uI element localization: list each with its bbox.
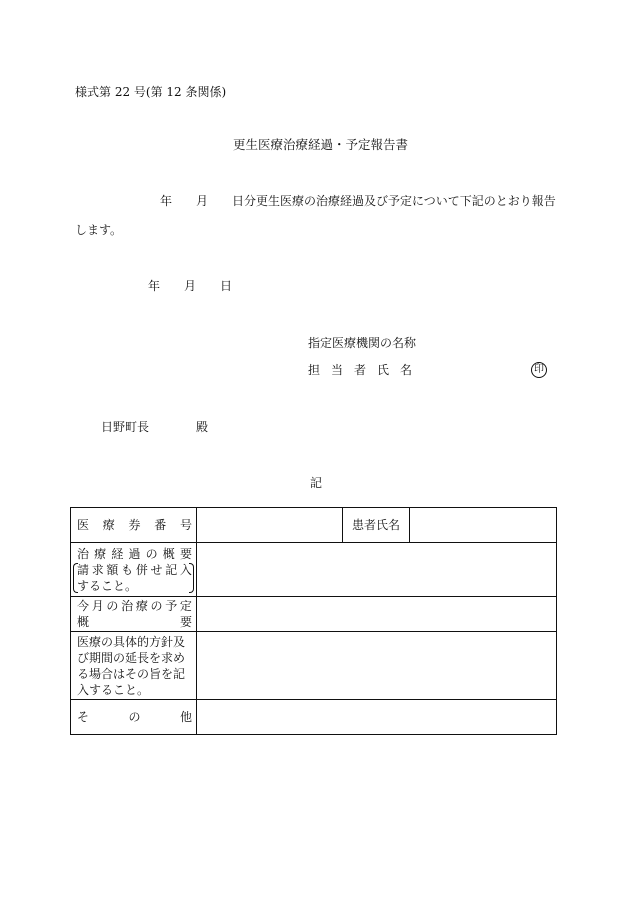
- addressee-name: 日野町長: [101, 420, 150, 434]
- certificate-label-cell: [71, 508, 197, 543]
- label-char: 番: [154, 518, 167, 532]
- ki-heading: 記: [310, 476, 323, 490]
- label-char: の: [145, 546, 158, 561]
- label-char: 定: [179, 599, 192, 613]
- label-char: 請: [77, 562, 90, 577]
- label-char: 要: [179, 615, 192, 629]
- label-char: 概: [77, 615, 90, 629]
- label-char: 概: [162, 546, 175, 561]
- progress-label-line3: すること。: [77, 578, 138, 593]
- progress-field[interactable]: [197, 543, 557, 597]
- intro-text-line1: 日分更生医療の治療経過及び予定について下記のとおり報告: [232, 194, 556, 208]
- method-label-line: 医療の具体的方針及: [77, 634, 186, 649]
- plan-label-line2: [77, 614, 192, 630]
- plan-field[interactable]: [197, 597, 557, 632]
- report-table: [70, 507, 557, 735]
- addressee-honorific: 殿: [196, 420, 209, 434]
- label-char: 療: [135, 599, 148, 613]
- label-char: 療: [102, 518, 115, 532]
- document-title: 更生医療治療経過・予定報告書: [233, 137, 409, 152]
- method-label-cell: [71, 632, 197, 700]
- certificate-label: [77, 517, 192, 533]
- institution-label: 指定医療機関の名称: [308, 336, 417, 350]
- method-label-line: 入すること。: [77, 682, 150, 697]
- table-row: [71, 632, 557, 700]
- label-char: 入: [179, 562, 192, 577]
- intro-month: 月: [196, 194, 209, 208]
- person-label-char: 担: [308, 363, 321, 377]
- progress-label-note: [77, 562, 192, 594]
- method-field[interactable]: [197, 632, 557, 700]
- progress-label-line2: [77, 562, 192, 578]
- patient-name-field[interactable]: [410, 508, 557, 543]
- plan-label-cell: [71, 597, 197, 632]
- table-row: [71, 508, 557, 543]
- label-char: 要: [179, 546, 192, 561]
- plan-label-line1: [77, 598, 192, 614]
- date-day: 日: [220, 279, 233, 293]
- table-row: [71, 700, 557, 735]
- label-char: の: [128, 710, 141, 724]
- label-char: 予: [165, 599, 178, 613]
- form-number: 様式第 22 号(第 12 条関係): [75, 85, 227, 99]
- label-char: も: [121, 562, 134, 577]
- label-char: 過: [128, 546, 141, 561]
- date-year: 年: [148, 279, 161, 293]
- person-label-char: 当: [330, 363, 343, 377]
- table-row: [71, 543, 557, 597]
- date-month: 月: [184, 279, 197, 293]
- label-char: 券: [128, 518, 141, 532]
- label-char: 経: [111, 546, 124, 561]
- person-label: [308, 362, 412, 378]
- person-label-char: 者: [353, 363, 366, 377]
- label-char: 他: [179, 710, 192, 724]
- label-char: 今: [77, 599, 90, 613]
- progress-label-line1: [77, 546, 192, 562]
- label-char: 医: [77, 518, 90, 532]
- patient-name-label: 患者氏名: [343, 508, 410, 543]
- progress-label-cell: [71, 543, 197, 597]
- seal-mark: 印: [531, 362, 547, 378]
- other-label: [77, 709, 192, 725]
- label-char: 額: [106, 562, 119, 577]
- label-char: 記: [165, 562, 178, 577]
- method-label-line: る場合はその旨を記: [77, 666, 186, 681]
- intro-year: 年: [160, 194, 173, 208]
- label-char: そ: [77, 710, 90, 724]
- method-label-line: び期間の延長を求め: [77, 650, 186, 665]
- other-label-cell: [71, 700, 197, 735]
- label-char: せ: [150, 562, 163, 577]
- label-char: の: [150, 599, 163, 613]
- label-char: 治: [77, 546, 90, 561]
- other-field[interactable]: [197, 700, 557, 735]
- label-char: 号: [179, 518, 192, 532]
- intro-text-line2: します。: [75, 223, 123, 237]
- label-char: 求: [91, 562, 104, 577]
- label-char: 療: [94, 546, 107, 561]
- label-char: 月: [91, 599, 104, 613]
- person-label-char: 氏: [376, 363, 389, 377]
- table-row: [71, 597, 557, 632]
- label-char: 併: [135, 562, 148, 577]
- label-char: の: [106, 599, 119, 613]
- person-label-char: 名: [399, 363, 412, 377]
- certificate-number-field[interactable]: [197, 508, 343, 543]
- label-char: 治: [121, 599, 134, 613]
